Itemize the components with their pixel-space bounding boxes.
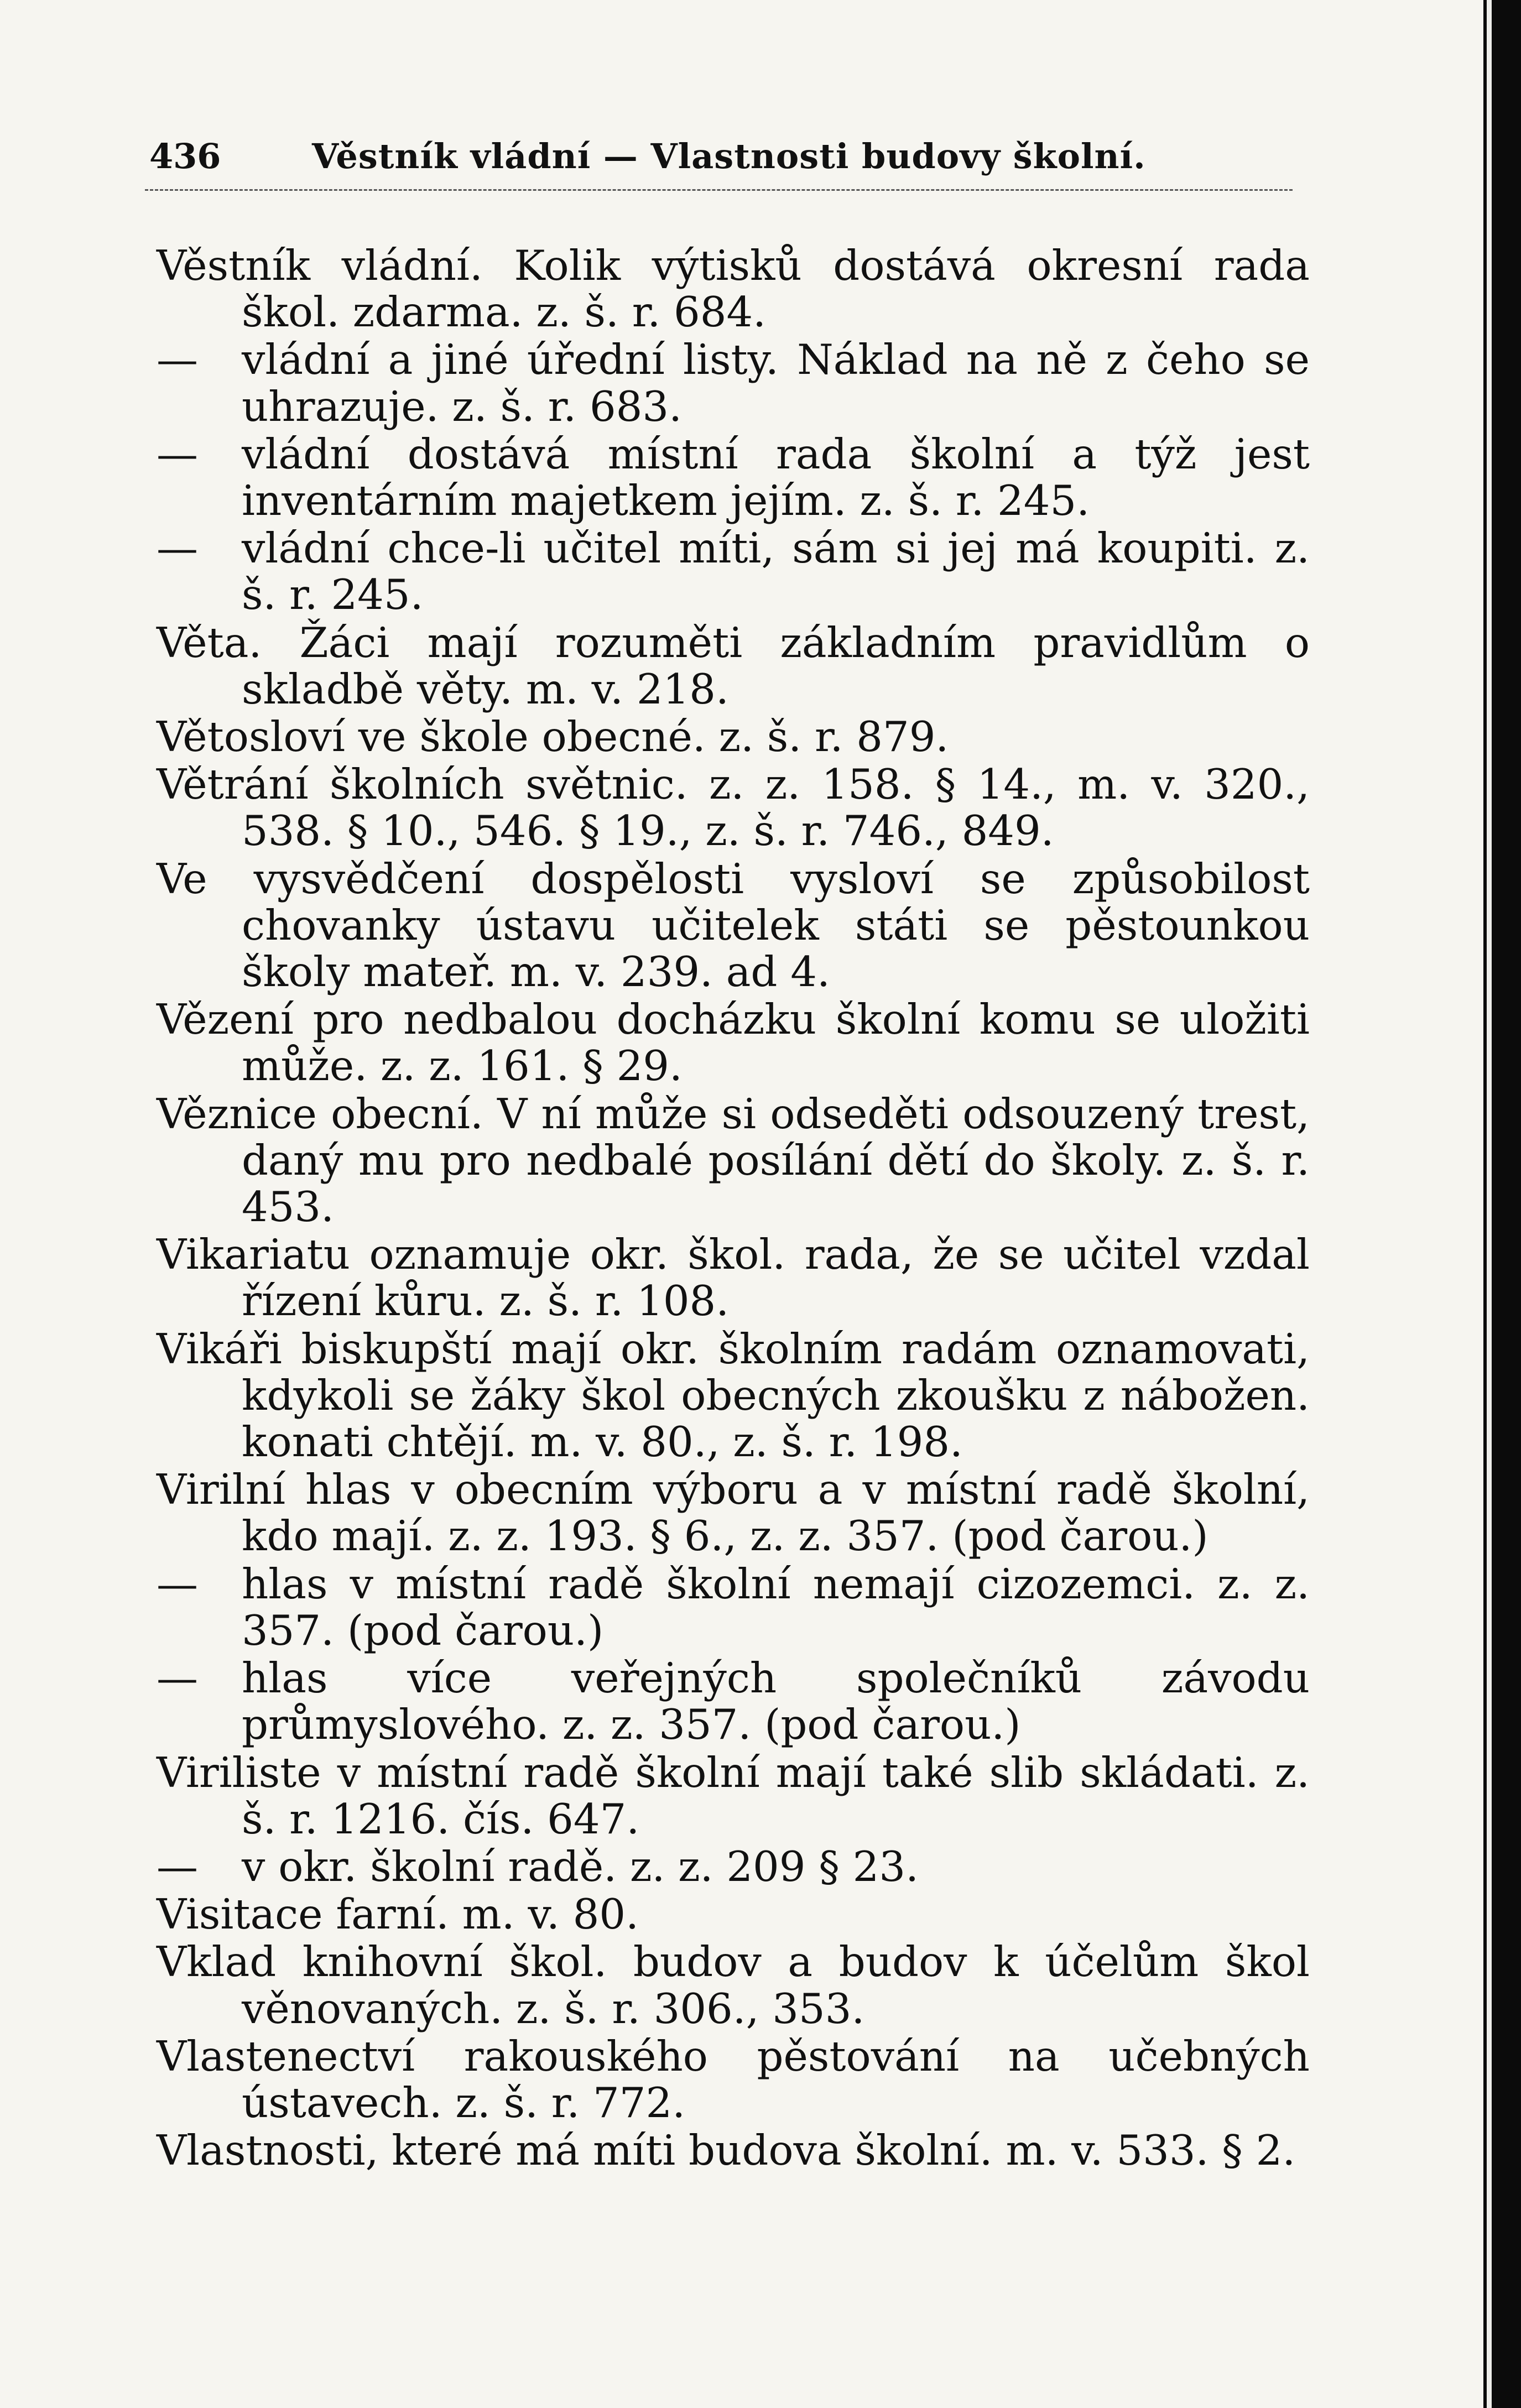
index-entry: Vězení pro nedbalou docházku školní komu se uložiti může. z. z. 161. § 29.	[157, 995, 1310, 1091]
index-entry: Věstník vládní. Kolik výtisků dostává okresní rada škol. zdarma. z. š. r. 684.	[157, 241, 1310, 337]
index-entry: Větrání školních světnic. z. z. 158. § 14., m. v. 320., 538. § 10., 546. § 19., z. š. r. 746., 849.	[157, 760, 1310, 856]
subentry-text: hlas více veřejných společníků závodu průmyslového. z. z. 357. (pod čarou.)	[242, 1654, 1310, 1749]
index-subentry	[157, 1655, 1310, 1748]
index-entry: Vklad knihovní škol. budov a budov k účelům škol věnovaných. z. š. r. 306., 353.	[157, 1937, 1310, 2033]
index-subentry	[157, 431, 1310, 524]
index-entry: Vlastenectví rakouského pěstování na učebných ústavech. z. š. r. 772.	[157, 2031, 1310, 2127]
index-subentry	[157, 336, 1310, 429]
index-subentry	[157, 525, 1310, 618]
page-number: 436	[149, 136, 221, 176]
running-title: Věstník vládní — Vlastnosti budovy školní.	[312, 136, 1146, 176]
index-entry: Větosloví ve škole obecné. z. š. r. 879.	[157, 712, 949, 762]
subentry-text: vládní chce-li učitel míti, sám si jej má koupiti. z. š. r. 245.	[242, 524, 1310, 619]
index-entry: Věznice obecní. V ní může si odseděti odsouzený trest, daný mu pro nedbalé posílání dětí do školy. z. š. r. 453.	[157, 1089, 1310, 1232]
index-entry: Ve vysvědčení dospělosti vysloví se způsobilost chovanky ústavu učitelek státi se pěstounkou školy mateř. m. v. 239. ad 4.	[157, 854, 1310, 997]
index-entry: Visitace farní. m. v. 80.	[157, 1890, 639, 1939]
subentry-text: vládní a jiné úřední listy. Náklad na ně z čeho se uhrazuje. z. š. r. 683.	[242, 335, 1310, 431]
subentry-dash: —	[157, 1559, 198, 1608]
index-entry: Vikáři biskupští mají okr. školním radám oznamovati, kdykoli se žáky škol obecných zkoušku z nábožen. konati chtějí. m. v. 80., z. š. r. 198.	[157, 1324, 1310, 1467]
subentry-text: hlas v místní radě školní nemají cizozemci. z. z. 357. (pod čarou.)	[242, 1559, 1310, 1655]
index-entry: Vikariatu oznamuje okr. škol. rada, že se učitel vzdal řízení kůru. z. š. r. 108.	[157, 1230, 1310, 1326]
index-entries	[157, 242, 1310, 2175]
subentry-dash: —	[157, 429, 198, 478]
page-edge-stripe	[1487, 0, 1492, 2408]
subentry-dash: —	[157, 1654, 198, 1703]
header-rule	[145, 189, 1293, 191]
index-entry: Viriliste v místní radě školní mají také slib skládati. z. š. r. 1216. čís. 647.	[157, 1748, 1310, 1843]
subentry-text: v okr. školní radě. z. z. 209 § 23.	[242, 1842, 919, 1891]
index-entry: Věta. Žáci mají rozuměti základním pravidlům o skladbě věty. m. v. 218.	[157, 618, 1310, 713]
index-subentry	[157, 1843, 1310, 1890]
index-entry: Vlastnosti, které má míti budova školní. m. v. 533. § 2.	[157, 2126, 1296, 2175]
page-header	[149, 132, 1311, 181]
book-spine-edge	[1483, 0, 1521, 2408]
index-subentry	[157, 1561, 1310, 1654]
subentry-dash: —	[157, 1842, 198, 1891]
subentry-text: vládní dostává místní rada školní a týž jest inventárním majetkem jejím. z. š. r. 245.	[242, 429, 1310, 525]
index-entry: Virilní hlas v obecním výboru a v místní radě školní, kdo mají. z. z. 193. § 6., z. z. 357. (pod čarou.)	[157, 1465, 1310, 1561]
subentry-dash: —	[157, 524, 198, 573]
subentry-dash: —	[157, 335, 198, 384]
